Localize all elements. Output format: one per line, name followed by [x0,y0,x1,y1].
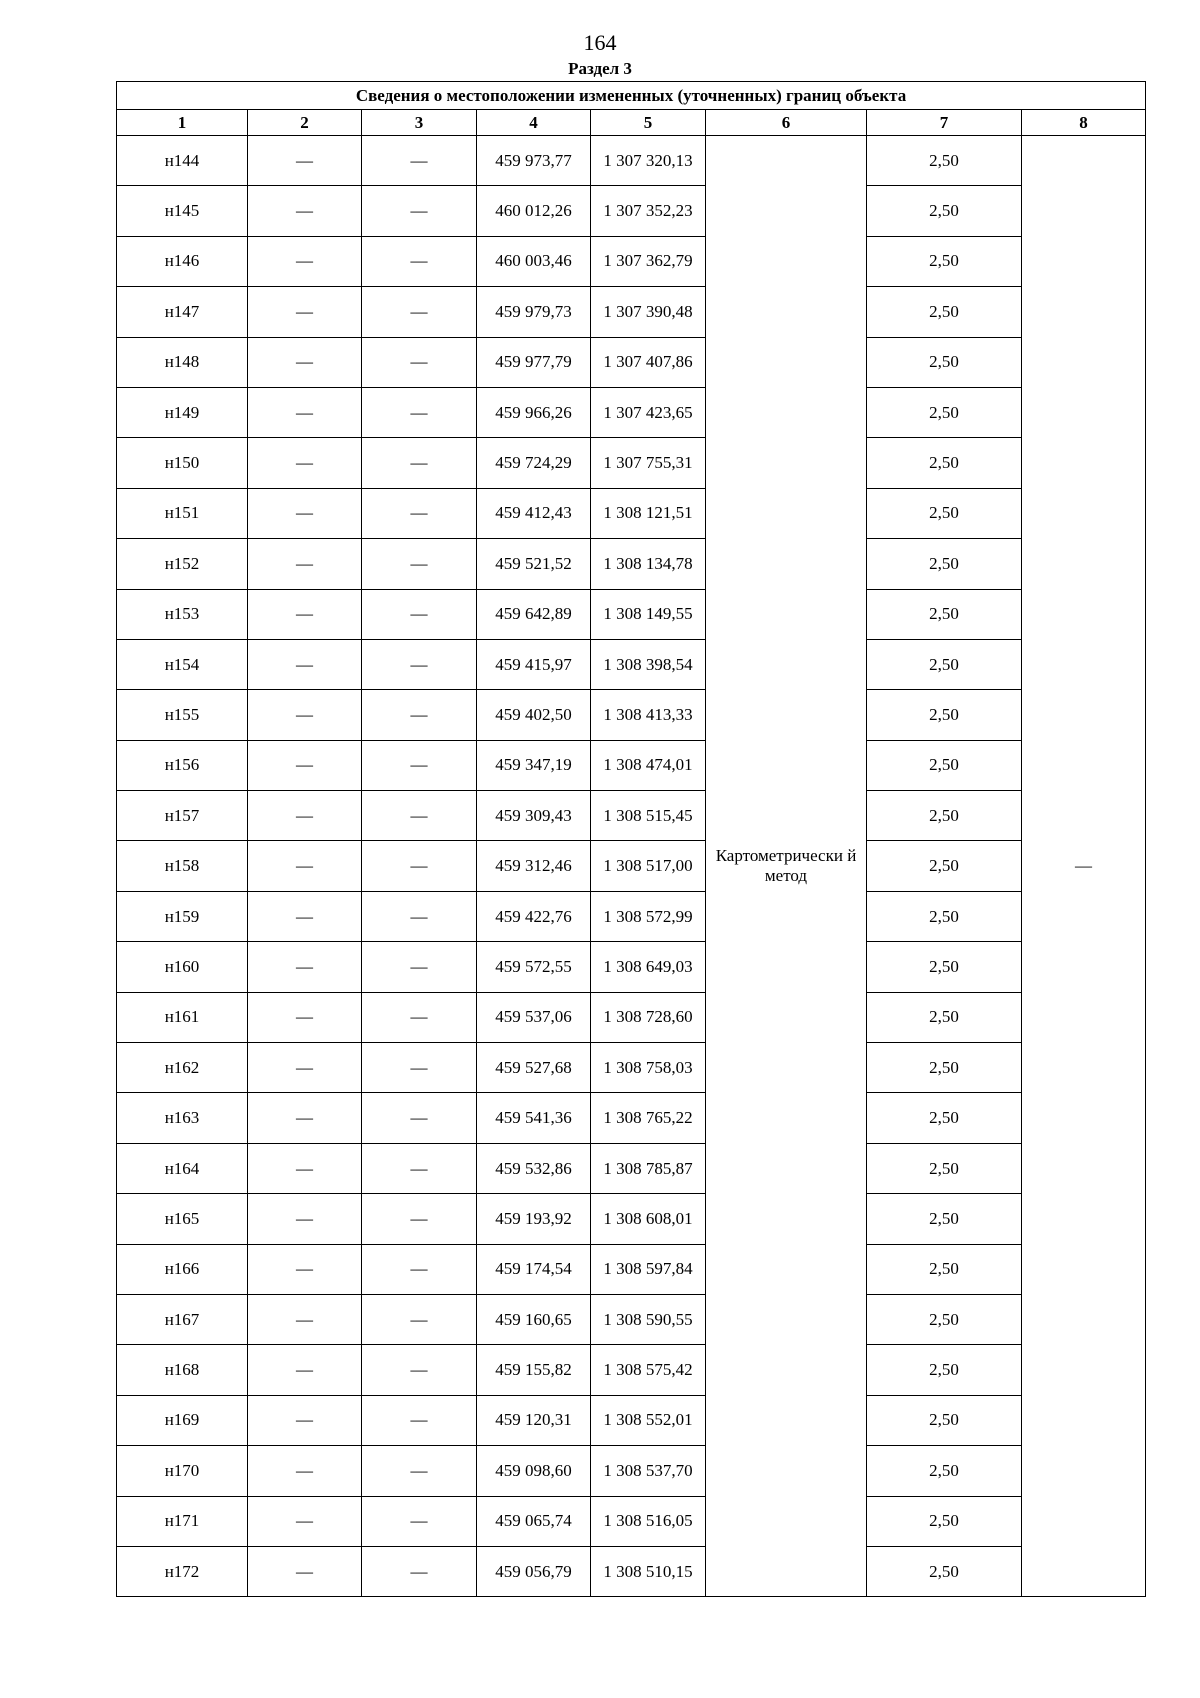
accuracy-cell: 2,50 [867,891,1022,941]
column-3-cell: — [362,1446,477,1496]
accuracy-cell: 2,50 [867,639,1022,689]
column-2-cell: — [248,488,362,538]
point-name-cell: н157 [117,791,248,841]
point-name-cell: н155 [117,690,248,740]
accuracy-cell: 2,50 [867,438,1022,488]
accuracy-cell: 2,50 [867,1446,1022,1496]
x-coordinate-cell: 459 521,52 [477,539,591,589]
y-coordinate-cell: 1 308 121,51 [591,488,706,538]
table-row [117,1194,1146,1244]
y-coordinate-cell: 1 308 398,54 [591,639,706,689]
y-coordinate-cell: 1 308 149,55 [591,589,706,639]
point-name-cell: н148 [117,337,248,387]
x-coordinate-cell: 459 973,77 [477,136,591,186]
column-2-cell: — [248,539,362,589]
accuracy-cell: 2,50 [867,236,1022,286]
column-3-cell: — [362,1496,477,1546]
column-3-cell: — [362,1093,477,1143]
y-coordinate-cell: 1 308 413,33 [591,690,706,740]
table-row [117,186,1146,236]
column-3-cell: — [362,791,477,841]
table-row [117,438,1146,488]
accuracy-cell: 2,50 [867,1395,1022,1445]
column-2-cell: — [248,891,362,941]
column-number: 4 [477,110,591,136]
table-row [117,1244,1146,1294]
column-2-cell: — [248,992,362,1042]
column-3-cell: — [362,1143,477,1193]
y-coordinate-cell: 1 308 572,99 [591,891,706,941]
column-2-cell: — [248,589,362,639]
x-coordinate-cell: 459 415,97 [477,639,591,689]
accuracy-cell: 2,50 [867,1143,1022,1193]
column-3-cell: — [362,488,477,538]
column-2-cell: — [248,942,362,992]
point-name-cell: н160 [117,942,248,992]
column-number: 1 [117,110,248,136]
column-2-cell: — [248,1043,362,1093]
accuracy-cell: 2,50 [867,690,1022,740]
point-name-cell: н146 [117,236,248,286]
x-coordinate-cell: 459 347,19 [477,740,591,790]
column-3-cell: — [362,841,477,891]
accuracy-cell: 2,50 [867,387,1022,437]
column-3-cell: — [362,1546,477,1596]
y-coordinate-cell: 1 307 362,79 [591,236,706,286]
y-coordinate-cell: 1 308 134,78 [591,539,706,589]
point-name-cell: н149 [117,387,248,437]
column-3-cell: — [362,287,477,337]
y-coordinate-cell: 1 308 575,42 [591,1345,706,1395]
column-2-cell: — [248,841,362,891]
table-row [117,1496,1146,1546]
accuracy-cell: 2,50 [867,488,1022,538]
y-coordinate-cell: 1 308 758,03 [591,1043,706,1093]
x-coordinate-cell: 459 155,82 [477,1345,591,1395]
point-name-cell: н159 [117,891,248,941]
point-name-cell: н172 [117,1546,248,1596]
column-3-cell: — [362,186,477,236]
table-row [117,136,1146,186]
point-name-cell: н153 [117,589,248,639]
table-row [117,891,1146,941]
point-name-cell: н169 [117,1395,248,1445]
column-2-cell: — [248,1496,362,1546]
column-3-cell: — [362,337,477,387]
column-3-cell: — [362,740,477,790]
table-caption: Сведения о местоположении измененных (уточненных) границ объекта [117,82,1146,110]
x-coordinate-cell: 460 012,26 [477,186,591,236]
table-row [117,236,1146,286]
column-2-cell: — [248,387,362,437]
accuracy-cell: 2,50 [867,740,1022,790]
x-coordinate-cell: 459 412,43 [477,488,591,538]
x-coordinate-cell: 459 979,73 [477,287,591,337]
y-coordinate-cell: 1 307 755,31 [591,438,706,488]
x-coordinate-cell: 459 966,26 [477,387,591,437]
y-coordinate-cell: 1 308 537,70 [591,1446,706,1496]
boundary-coordinates-table [116,81,1146,1597]
column-2-cell: — [248,791,362,841]
accuracy-cell: 2,50 [867,1244,1022,1294]
x-coordinate-cell: 459 422,76 [477,891,591,941]
x-coordinate-cell: 459 527,68 [477,1043,591,1093]
accuracy-cell: 2,50 [867,942,1022,992]
column-3-cell: — [362,1244,477,1294]
accuracy-cell: 2,50 [867,1546,1022,1596]
y-coordinate-cell: 1 308 474,01 [591,740,706,790]
point-name-cell: н171 [117,1496,248,1546]
column-2-cell: — [248,740,362,790]
y-coordinate-cell: 1 308 510,15 [591,1546,706,1596]
table-row [117,1043,1146,1093]
column-3-cell: — [362,942,477,992]
accuracy-cell: 2,50 [867,992,1022,1042]
y-coordinate-cell: 1 308 516,05 [591,1496,706,1546]
accuracy-cell: 2,50 [867,1294,1022,1344]
column-3-cell: — [362,1345,477,1395]
point-name-cell: н167 [117,1294,248,1344]
column-3-cell: — [362,1294,477,1344]
point-name-cell: н147 [117,287,248,337]
y-coordinate-cell: 1 308 517,00 [591,841,706,891]
x-coordinate-cell: 459 572,55 [477,942,591,992]
column-2-cell: — [248,337,362,387]
column-3-cell: — [362,639,477,689]
table-row [117,539,1146,589]
x-coordinate-cell: 459 537,06 [477,992,591,1042]
x-coordinate-cell: 459 312,46 [477,841,591,891]
table-row [117,841,1146,891]
column-2-cell: — [248,1446,362,1496]
accuracy-cell: 2,50 [867,791,1022,841]
point-name-cell: н152 [117,539,248,589]
point-name-cell: н151 [117,488,248,538]
y-coordinate-cell: 1 308 728,60 [591,992,706,1042]
y-coordinate-cell: 1 308 597,84 [591,1244,706,1294]
table-row [117,488,1146,538]
table-row [117,287,1146,337]
column-3-cell: — [362,589,477,639]
accuracy-cell: 2,50 [867,1093,1022,1143]
point-name-cell: н170 [117,1446,248,1496]
y-coordinate-cell: 1 308 515,45 [591,791,706,841]
table-row [117,1093,1146,1143]
table-body [117,136,1146,1597]
column-number: 6 [706,110,867,136]
table-row [117,1345,1146,1395]
table-row [117,690,1146,740]
column-2-cell: — [248,136,362,186]
x-coordinate-cell: 459 160,65 [477,1294,591,1344]
y-coordinate-cell: 1 307 352,23 [591,186,706,236]
y-coordinate-cell: 1 308 608,01 [591,1194,706,1244]
y-coordinate-cell: 1 307 320,13 [591,136,706,186]
point-name-cell: н162 [117,1043,248,1093]
column-3-cell: — [362,891,477,941]
point-name-cell: н158 [117,841,248,891]
accuracy-cell: 2,50 [867,337,1022,387]
method-cell: Картометрически й метод [706,136,867,1597]
point-name-cell: н161 [117,992,248,1042]
column-3-cell: — [362,387,477,437]
column-number: 7 [867,110,1022,136]
column-2-cell: — [248,1395,362,1445]
y-coordinate-cell: 1 307 390,48 [591,287,706,337]
column-3-cell: — [362,136,477,186]
point-name-cell: н156 [117,740,248,790]
accuracy-cell: 2,50 [867,1496,1022,1546]
table-row [117,639,1146,689]
x-coordinate-cell: 459 174,54 [477,1244,591,1294]
y-coordinate-cell: 1 308 765,22 [591,1093,706,1143]
column-3-cell: — [362,1043,477,1093]
table-row [117,942,1146,992]
x-coordinate-cell: 459 193,92 [477,1194,591,1244]
page-number: 164 [583,30,617,55]
column-2-cell: — [248,1345,362,1395]
x-coordinate-cell: 459 402,50 [477,690,591,740]
column-2-cell: — [248,236,362,286]
accuracy-cell: 2,50 [867,287,1022,337]
point-name-cell: н168 [117,1345,248,1395]
point-name-cell: н165 [117,1194,248,1244]
accuracy-cell: 2,50 [867,841,1022,891]
x-coordinate-cell: 459 098,60 [477,1446,591,1496]
x-coordinate-cell: 459 642,89 [477,589,591,639]
accuracy-cell: 2,50 [867,1043,1022,1093]
column-2-cell: — [248,1244,362,1294]
x-coordinate-cell: 459 120,31 [477,1395,591,1445]
column-2-cell: — [248,1143,362,1193]
point-name-cell: н164 [117,1143,248,1193]
y-coordinate-cell: 1 308 590,55 [591,1294,706,1344]
column-2-cell: — [248,1194,362,1244]
x-coordinate-cell: 460 003,46 [477,236,591,286]
column-3-cell: — [362,438,477,488]
column-2-cell: — [248,438,362,488]
column-2-cell: — [248,1093,362,1143]
column-3-cell: — [362,1194,477,1244]
point-name-cell: н150 [117,438,248,488]
x-coordinate-cell: 459 532,86 [477,1143,591,1193]
column-2-cell: — [248,1546,362,1596]
table-row [117,992,1146,1042]
y-coordinate-cell: 1 308 785,87 [591,1143,706,1193]
accuracy-cell: 2,50 [867,136,1022,186]
table-row [117,387,1146,437]
table-row [117,1546,1146,1596]
column-3-cell: — [362,690,477,740]
column-number-row [117,110,1146,136]
table-row [117,791,1146,841]
y-coordinate-cell: 1 307 407,86 [591,337,706,387]
table-row [117,1294,1146,1344]
point-name-cell: н144 [117,136,248,186]
x-coordinate-cell: 459 724,29 [477,438,591,488]
point-name-cell: н154 [117,639,248,689]
y-coordinate-cell: 1 308 649,03 [591,942,706,992]
x-coordinate-cell: 459 309,43 [477,791,591,841]
column-3-cell: — [362,539,477,589]
column-2-cell: — [248,690,362,740]
column-3-cell: — [362,992,477,1042]
column-2-cell: — [248,1294,362,1344]
accuracy-cell: 2,50 [867,186,1022,236]
table-row [117,1395,1146,1445]
accuracy-cell: 2,50 [867,539,1022,589]
column-3-cell: — [362,1395,477,1445]
point-name-cell: н145 [117,186,248,236]
y-coordinate-cell: 1 307 423,65 [591,387,706,437]
x-coordinate-cell: 459 065,74 [477,1496,591,1546]
column-number: 5 [591,110,706,136]
point-name-cell: н166 [117,1244,248,1294]
column-2-cell: — [248,287,362,337]
table-row [117,1143,1146,1193]
x-coordinate-cell: 459 056,79 [477,1546,591,1596]
column-number: 8 [1022,110,1146,136]
accuracy-cell: 2,50 [867,1194,1022,1244]
x-coordinate-cell: 459 977,79 [477,337,591,387]
y-coordinate-cell: 1 308 552,01 [591,1395,706,1445]
table-row [117,337,1146,387]
table-row [117,589,1146,639]
column-3-cell: — [362,236,477,286]
column-number: 2 [248,110,362,136]
table-row [117,740,1146,790]
table-row [117,1446,1146,1496]
column-2-cell: — [248,639,362,689]
accuracy-cell: 2,50 [867,589,1022,639]
column-2-cell: — [248,186,362,236]
column-number: 3 [362,110,477,136]
accuracy-cell: 2,50 [867,1345,1022,1395]
column-8-cell: — [1022,136,1146,1597]
section-title: Раздел 3 [568,59,632,78]
point-name-cell: н163 [117,1093,248,1143]
x-coordinate-cell: 459 541,36 [477,1093,591,1143]
